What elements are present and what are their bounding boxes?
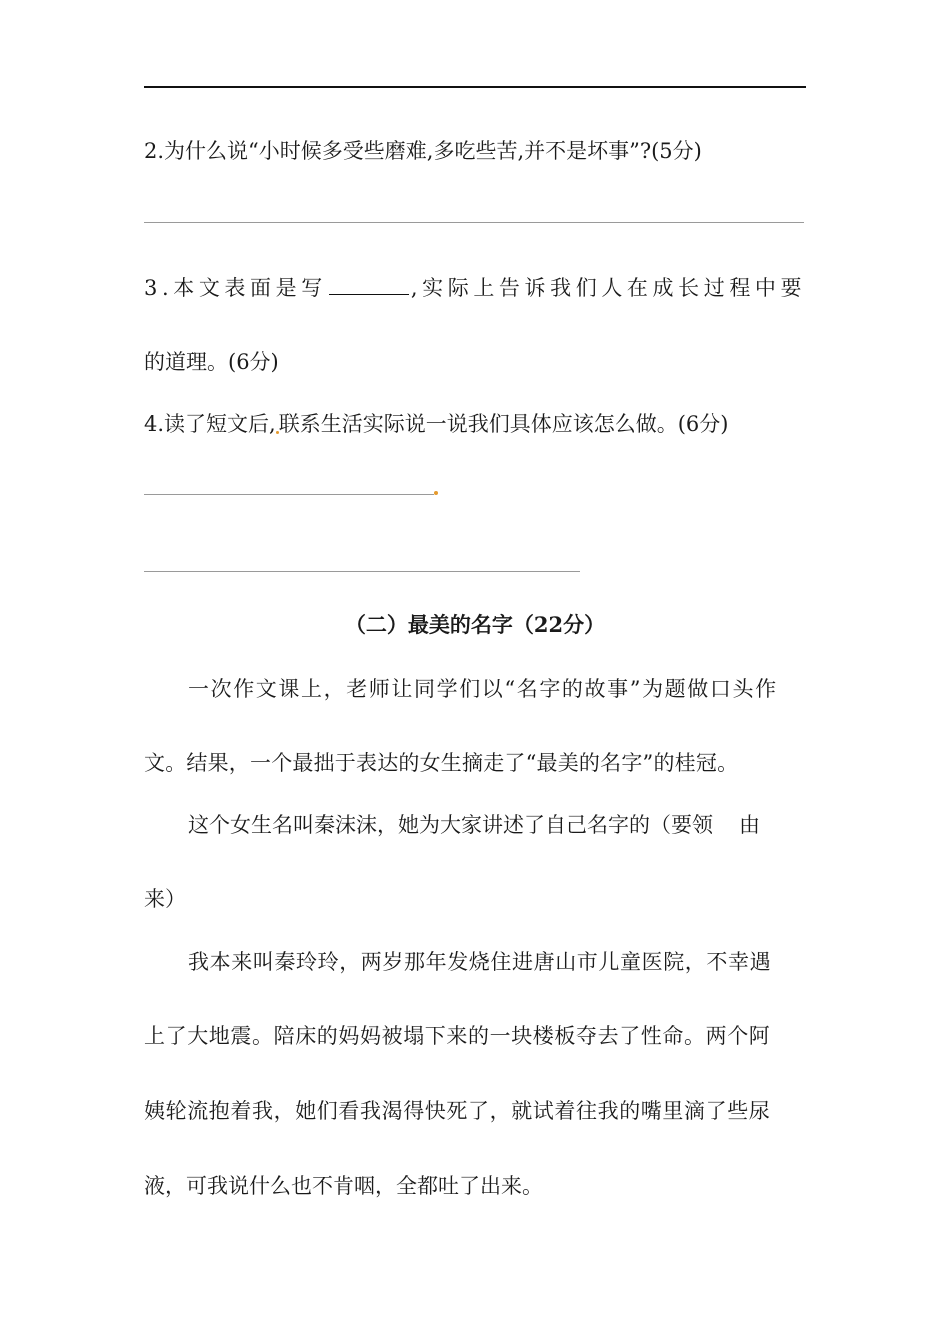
question-2: 2.为什么说“小时候多受些磨难,多吃些苦,并不是坏事”?(5分) [144, 139, 702, 163]
question-4-text-after: 联系生活实际说一说我们具体应该怎么做。(6分) [278, 412, 729, 436]
story-p3-line4: 液，可我说什么也不肯咽，全都吐了出来。 [144, 1174, 543, 1198]
story-p2-line1-a: 这个女生名叫秦沫沫，她为大家讲述了自己名字的（要领 [188, 813, 713, 837]
fill-blank-q3[interactable] [329, 276, 409, 295]
annotation-mark-2 [434, 491, 438, 495]
answer-line-q2[interactable] [144, 222, 804, 223]
question-3 [144, 274, 806, 302]
story-p1-line1: 一次作文课上，老师让同学们以“名字的故事”为题做口头作 [188, 677, 778, 701]
story-p3-line1: 我本来叫秦玲玲，两岁那年发烧住进唐山市儿童医院，不幸遇 [188, 950, 772, 974]
question-3-line-2: 的道理。(6分) [144, 350, 279, 374]
story-p2-line2: 来） [144, 887, 186, 911]
story-p1-line2: 文。结果，一个最拙于表达的女生摘走了“最美的名字”的桂冠。 [144, 751, 739, 775]
section-title: （二）最美的名字（22分） [344, 612, 606, 637]
answer-line-q4-1[interactable] [144, 494, 434, 495]
question-4 [144, 410, 728, 438]
question-4-text-before: 4.读了短文后, [144, 412, 276, 436]
top-rule [144, 86, 806, 88]
answer-line-q4-2[interactable] [144, 571, 580, 572]
question-3-text-after: ,实际上告诉我们人在成长过程中要 [410, 276, 807, 300]
story-p2-line1-b: 由 [739, 813, 760, 837]
story-p2-line1 [188, 811, 760, 839]
question-3-text-before: 3.本文表面是写 [144, 276, 327, 300]
story-p3-line2: 上了大地震。陪床的妈妈被塌下来的一块楼板夺去了性命。两个阿 [144, 1024, 771, 1048]
story-p3-line3: 姨轮流抱着我，她们看我渴得快死了，就试着往我的嘴里滴了些尿 [144, 1099, 771, 1123]
